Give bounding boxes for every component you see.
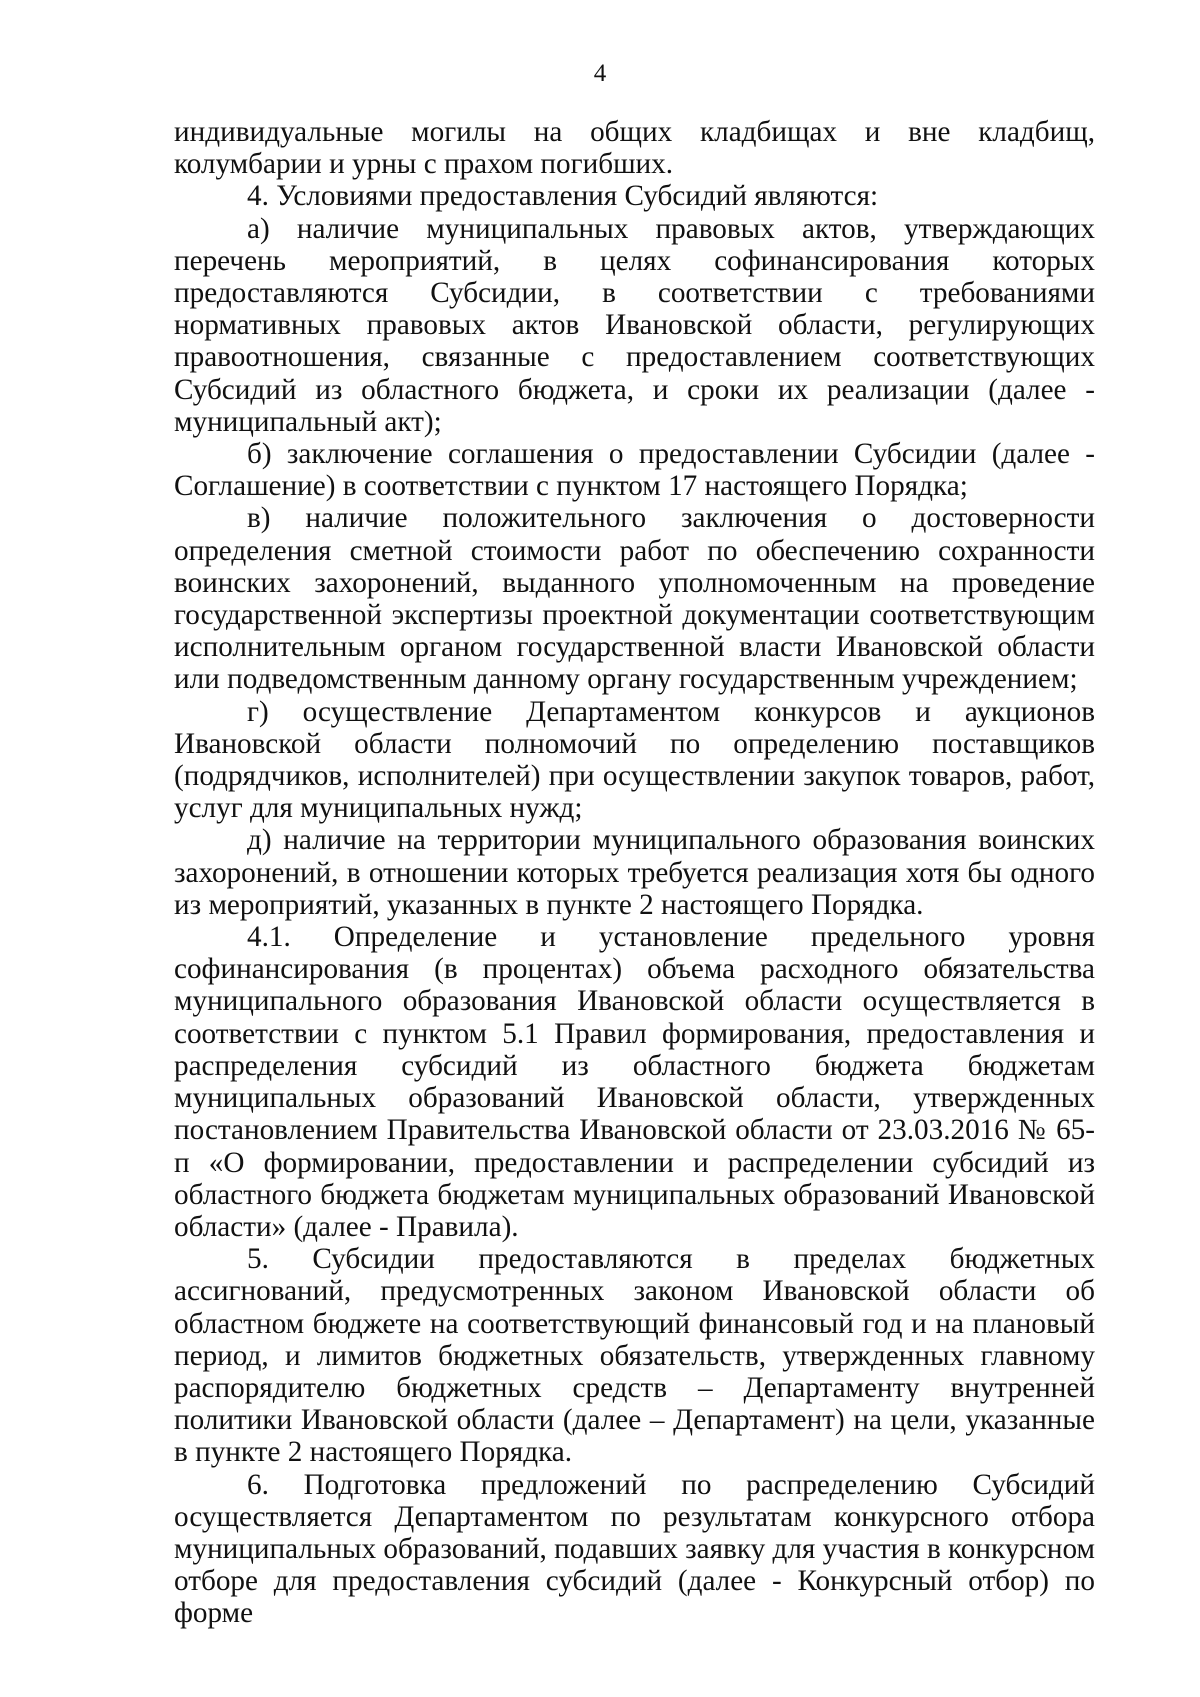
paragraph-item-4b: б) заключение соглашения о предоставлении Субсидии (далее - Соглашение) в соответствии с пунктом 17 настоящего Порядка;: [174, 438, 1095, 503]
paragraph-item-6: 6. Подготовка предложений по распределению Субсидий осуществляется Департаментом по результатам конкурсного отбора муниципальных образований, подавших заявку для участия в конкурсном отборе для предоставления субсидий (далее - Конкурсный отбор) по форме: [174, 1468, 1095, 1630]
paragraph-item-4v: в) наличие положительного заключения о достоверности определения сметной стоимости работ по обеспечению сохранности воинских захоронений, выданного уполномоченным на проведение государственной экспертизы проектной документации соответствующим исполнительным органом государственной власти Ивановской области или подведомственным данному органу государственным учреждением;: [174, 502, 1095, 696]
paragraph-continuation: индивидуальные могилы на общих кладбищах и вне кладбищ, колумбарии и урны с прахом погибших.: [174, 116, 1095, 181]
paragraph-item-5: 5. Субсидии предоставляются в пределах бюджетных ассигнований, предусмотренных законом Ивановской области об областном бюджете на соответствующий финансовый год и на плановый период, и лимитов бюджетных обязательств, утвержденных главному распорядителю бюджетных средств – Департаменту внутренней политики Ивановской области (далее – Департамент) на цели, указанные в пункте 2 настоящего Порядка.: [174, 1243, 1095, 1469]
paragraph-item-4g: г) осуществление Департаментом конкурсов и аукционов Ивановской области полномочий по определению поставщиков (подрядчиков, исполнителей) при осуществлении закупок товаров, работ, услуг для муниципальных нужд;: [174, 695, 1095, 825]
paragraph-item-4-1: 4.1. Определение и установление предельного уровня софинансирования (в процентах) объема расходного обязательства муниципального образования Ивановской области осуществляется в соответствии с пунктом 5.1 Правил формирования, предоставления и распределения субсидий из областного бюджета бюджетам муниципальных образований Ивановской области, утвержденных постановлением Правительства Ивановской области от 23.03.2016 № 65-п «О формировании, предоставлении и распределении субсидий из областного бюджета бюджетам муниципальных образований Ивановской области» (далее - Правила).: [174, 921, 1095, 1243]
paragraph-item-4d: д) наличие на территории муниципального образования воинских захоронений, в отношении которых требуется реализация хотя бы одного из мероприятий, указанных в пункте 2 настоящего Порядка.: [174, 824, 1095, 921]
document-body: [174, 116, 1095, 1630]
paragraph-item-4a: а) наличие муниципальных правовых актов, утверждающих перечень мероприятий, в целях софинансирования которых предоставляются Субсидии, в соответствии с требованиями нормативных правовых актов Ивановской области, регулирующих правоотношения, связанные с предоставлением соответствующих Субсидий из областного бюджета, и сроки их реализации (далее - муниципальный акт);: [174, 212, 1095, 438]
paragraph-item-4: 4. Условиями предоставления Субсидий являются:: [247, 180, 879, 213]
page-number: 4: [593, 60, 607, 87]
